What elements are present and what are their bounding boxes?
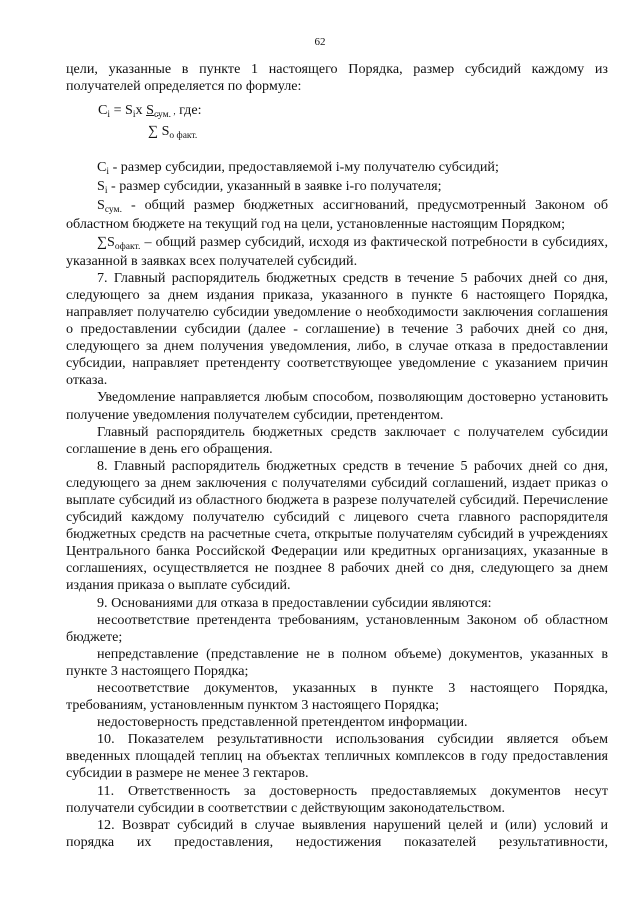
- list-item: недостоверность представленной претендентом информации.: [97, 714, 468, 731]
- paragraph-10: 10. Показателем результативности использования субсидии является объем введенных площадей теплиц на объектах тепличных комплексов в году предоставления субсидии в размере не менее 3 гектаров.: [66, 731, 608, 782]
- intro-line-1: цели, указанные в пункте 1 настоящего Порядка, размер субсидий каждому из: [66, 61, 608, 77]
- definition-ssum: $S_{сум.}$ - общий размер бюджетных ассигнований, предусмотренный Законом об областном бюджете на текущий год на цели, установленные настоящим Порядком;: [66, 197, 608, 233]
- list-item: несоответствие документов, указанных в пункте 3 настоящего Порядка, требованиям, установленным пунктом 3 настоящего Порядка;: [66, 680, 608, 714]
- formula-numerator: $S_{сум.}$: [146, 102, 172, 121]
- formula-denominator: ∑ $S_{о факт.}$: [148, 123, 198, 142]
- paragraph-9: 9. Основаниями для отказа в предоставлении субсидии являются:: [97, 594, 492, 611]
- list-item: несоответствие претендента требованиям, установленным Законом об областном бюджете;: [66, 611, 608, 645]
- page-number: 62: [314, 36, 326, 48]
- definition-ci: $C_i$ - размер субсидии, предоставляемой i-му получателю субсидий;: [97, 159, 499, 178]
- paragraph-12: 12. Возврат субсидий в случае выявления нарушений целей и (или) условий и порядка их предоставления, недостижения показателей результативности,: [66, 816, 608, 850]
- list-item: непредставление (представление не в полном объеме) документов, указанных в пункте 3 настоящего Порядка;: [66, 645, 608, 679]
- paragraph-11: 11. Ответственность за достоверность предоставляемых документов несут получатели субсидии в соответствии с действующим законодательством.: [66, 782, 608, 816]
- paragraph-notification: Уведомление направляется любым способом, позволяющим достоверно установить получение уведомления получателем субсидии, претендентом.: [66, 389, 608, 423]
- document-body: [66, 61, 608, 851]
- formula-line: $C_i = S_ix$ $S_{сум.}$ , где:: [98, 102, 202, 121]
- formula: [66, 95, 608, 159]
- paragraph-8: 8. Главный распорядитель бюджетных средств в течение 5 рабочих дней со дня, следующего за днем заключения с получателями субсидий соглашений, издает приказ о выплате субсидий из областного бюджета в разрезе получателей субсидий. Перечисление субсидий каждому получателю субсидий с лицевого счета главного распорядителя бюджетных средств на расчетные счета, открытые получателям субсидий в учреждениях Центрального банка Российской Федерации или кредитных организациях, указанные в соглашениях, осуществляется не позднее 8 рабочих дней со дня, следующего за днем издания приказа о выплате субсидий.: [66, 457, 608, 594]
- paragraph-agreement: Главный распорядитель бюджетных средств заключает с получателем субсидии соглашение в день его обращения.: [66, 423, 608, 457]
- definition-si: $S_i$ - размер субсидии, указанный в заявке i-го получателя;: [97, 178, 442, 197]
- definition-sfakt: $\sum S_{офакт.}$ – общий размер субсидий, исходя из фактической потребности в субсидиях, указанной в заявках всех получателей субсидий.: [66, 233, 608, 269]
- paragraph-7: 7. Главный распорядитель бюджетных средств в течение 5 рабочих дней со дня, следующего за днем издания приказа, указанного в пункте 6 настоящего Порядка, направляет получателю субсидии уведомление о необходимости заключения соглашения о предоставлении субсидии (далее - соглашение) в течение 3 рабочих дней со дня, следующего за днем получения уведомления, либо, в случае отказа в предоставлении субсидии, направляет претенденту соответствующее уведомление с указанием причин отказа.: [66, 269, 608, 389]
- intro-line-2: получателей определяется по формуле:: [66, 78, 302, 95]
